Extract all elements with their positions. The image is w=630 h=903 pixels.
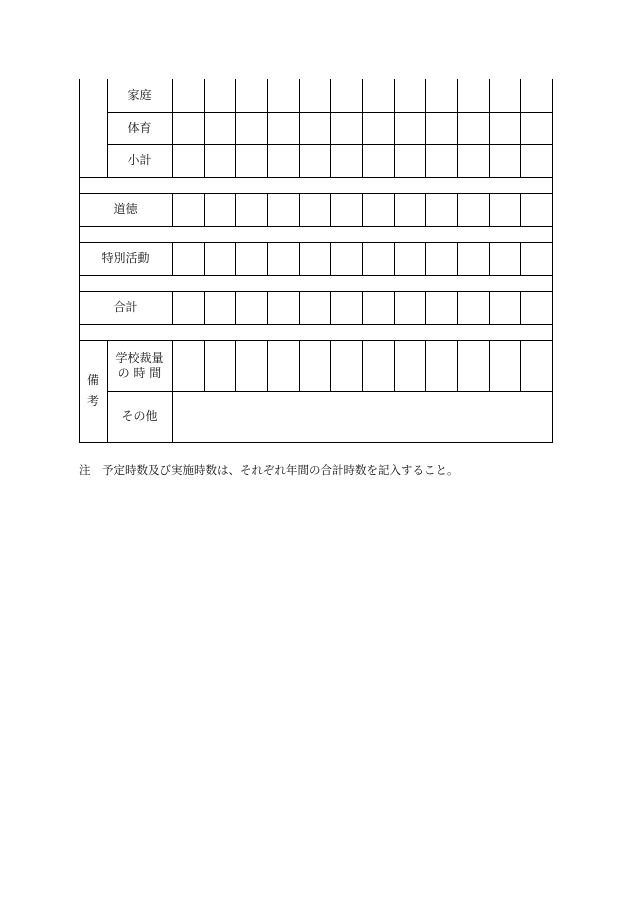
grid-line-v xyxy=(552,242,553,276)
grid-line-v xyxy=(520,291,521,325)
grid-line-h xyxy=(79,340,553,341)
grid-line-v xyxy=(552,340,553,392)
grid-line-v xyxy=(235,193,236,227)
grid-line-v xyxy=(330,79,331,178)
row-label-special-activities xyxy=(79,242,172,275)
row-label-moral-education xyxy=(79,193,172,226)
grid-line-v xyxy=(204,79,205,178)
remarks-label-char: 備 xyxy=(86,373,99,387)
grid-line-v xyxy=(520,242,521,276)
row-label-home-economics xyxy=(107,79,172,112)
grid-line-v xyxy=(489,79,490,178)
grid-line-v xyxy=(457,79,458,178)
grid-line-v xyxy=(425,291,426,325)
grid-line-v xyxy=(267,291,268,325)
grid-line-v xyxy=(457,193,458,227)
school-discretion-line-1: 学校裁量 xyxy=(115,350,164,365)
grid-line-h xyxy=(79,226,553,227)
footnote-text: 予定時数及び実施時数は、それぞれ年間の合計時数を記入すること。 xyxy=(102,463,459,477)
grid-line-v xyxy=(172,291,173,325)
grid-line-h xyxy=(79,442,553,443)
grid-line-h xyxy=(79,291,553,292)
grid-line-v xyxy=(267,193,268,227)
grid-line-v xyxy=(299,193,300,227)
grid-line-v xyxy=(552,291,553,325)
grid-line-v xyxy=(267,79,268,178)
hours-table xyxy=(79,79,552,442)
grid-line-v xyxy=(299,242,300,276)
row-label-text: 道徳 xyxy=(113,202,138,216)
grid-line-v xyxy=(235,242,236,276)
grid-line-v xyxy=(520,79,521,178)
grid-line-v xyxy=(489,291,490,325)
remarks-label-stack xyxy=(87,370,99,412)
grid-line-v xyxy=(172,242,173,276)
grid-line-v xyxy=(235,79,236,178)
grid-line-v xyxy=(489,193,490,227)
grid-line-v xyxy=(425,340,426,392)
grid-line-v xyxy=(79,79,80,443)
grid-line-h xyxy=(79,177,553,178)
grid-line-v xyxy=(457,340,458,392)
grid-line-v xyxy=(107,340,108,443)
grid-line-v xyxy=(362,291,363,325)
grid-line-v xyxy=(107,79,108,178)
grid-line-v xyxy=(394,340,395,392)
grid-line-v xyxy=(204,291,205,325)
grid-line-h xyxy=(79,193,553,194)
grid-line-v xyxy=(204,242,205,276)
grid-line-v xyxy=(425,193,426,227)
grid-line-v xyxy=(394,79,395,178)
grid-line-v xyxy=(330,291,331,325)
grid-line-v xyxy=(552,193,553,227)
footnote xyxy=(79,462,459,478)
grid-line-v xyxy=(520,340,521,392)
grid-line-v xyxy=(362,79,363,178)
grid-line-v xyxy=(235,340,236,392)
grid-line-v xyxy=(204,340,205,392)
remarks-label-text xyxy=(87,370,99,412)
grid-line-v xyxy=(172,340,173,392)
row-label-total xyxy=(79,291,172,324)
grid-line-v xyxy=(330,340,331,392)
grid-line-v xyxy=(267,242,268,276)
grid-line-v xyxy=(394,291,395,325)
grid-line-v xyxy=(299,79,300,178)
school-discretion-label xyxy=(107,340,172,391)
grid-line-v xyxy=(457,242,458,276)
row-label-text: 体育 xyxy=(127,120,152,135)
grid-line-v xyxy=(394,242,395,276)
grid-line-v xyxy=(394,193,395,227)
grid-line-v xyxy=(520,193,521,227)
grid-line-h xyxy=(79,275,553,276)
grid-line-v xyxy=(267,340,268,392)
grid-line-h xyxy=(79,242,553,243)
grid-line-v xyxy=(299,291,300,325)
remarks-label-char: 考 xyxy=(86,394,99,408)
remarks-label xyxy=(79,340,107,442)
grid-line-v xyxy=(425,79,426,178)
row-label-text: 特別活動 xyxy=(101,251,150,265)
grid-line-h xyxy=(79,324,553,325)
row-label-physical-education xyxy=(107,112,172,144)
grid-line-v xyxy=(299,340,300,392)
other-label xyxy=(107,391,172,442)
grid-line-v xyxy=(457,291,458,325)
grid-line-v xyxy=(489,340,490,392)
grid-line-v xyxy=(552,79,553,178)
row-label-text: 合計 xyxy=(113,300,138,314)
grid-line-v xyxy=(172,79,173,178)
row-label-text: 小計 xyxy=(127,153,152,167)
footnote-mark: 注 xyxy=(79,463,91,477)
grid-line-v xyxy=(172,391,173,443)
grid-line-v xyxy=(330,242,331,276)
grid-line-v xyxy=(362,193,363,227)
grid-line-v xyxy=(489,242,490,276)
school-discretion-stack xyxy=(115,351,163,381)
school-discretion-line-2: の 時 間 xyxy=(117,365,162,380)
grid-line-v xyxy=(204,193,205,227)
other-label-text: その他 xyxy=(121,409,158,423)
grid-line-v xyxy=(330,193,331,227)
row-label-subtotal xyxy=(107,144,172,177)
row-label-text: 家庭 xyxy=(127,88,152,102)
grid-line-v xyxy=(235,291,236,325)
grid-line-v xyxy=(362,340,363,392)
grid-line-v xyxy=(362,242,363,276)
grid-line-v xyxy=(425,242,426,276)
grid-line-v xyxy=(172,193,173,227)
